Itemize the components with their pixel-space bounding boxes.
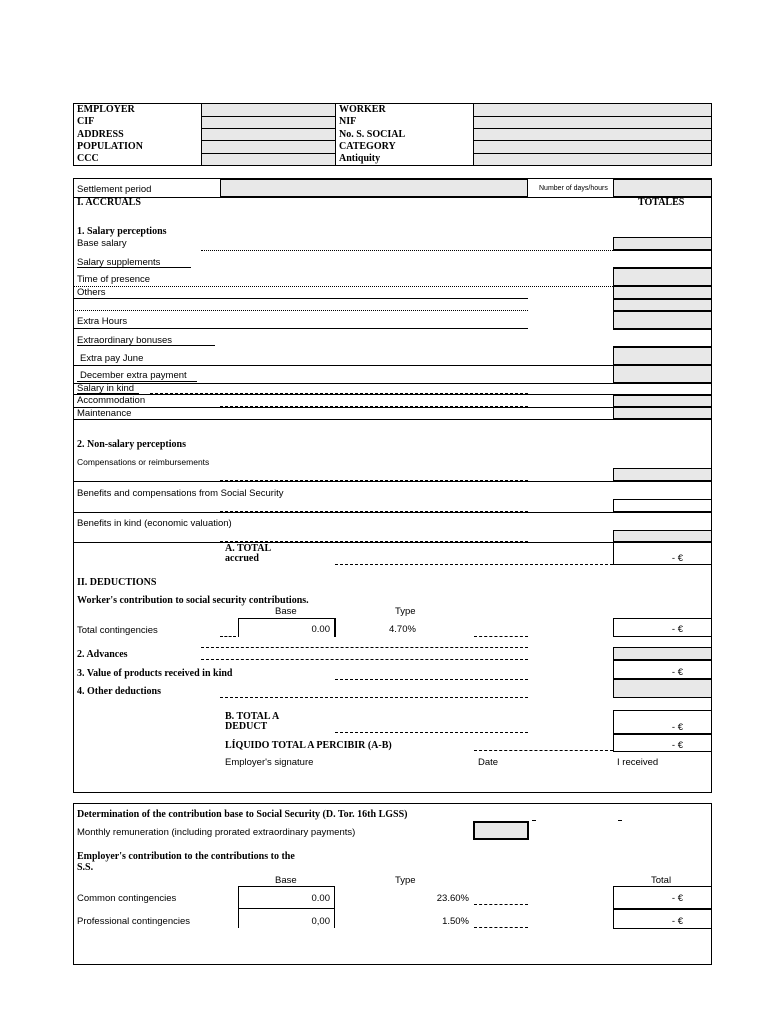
row-line (73, 512, 712, 513)
accommodation-label: Accommodation (77, 395, 146, 406)
time-presence-label: Time of presence (77, 274, 151, 285)
contribution-tick (618, 820, 622, 821)
supplements-underline (77, 267, 191, 268)
totals-header: TOTALES (638, 197, 685, 208)
advances-total[interactable] (613, 647, 712, 660)
cif-label: CIF (77, 116, 95, 127)
extra-hours-total[interactable] (613, 311, 712, 329)
worker-contribution-title: Worker's contribution to social security contributions. (77, 595, 309, 606)
extra-pay-june-total[interactable] (613, 347, 712, 365)
other-deductions-total[interactable] (613, 679, 712, 698)
benefits-kind-total[interactable] (613, 530, 712, 542)
monthly-remuneration-label: Monthly remuneration (including prorated extraordinary payments) (77, 827, 356, 838)
days-hours-label: Number of days/hours (539, 185, 608, 192)
deductions-base-header: Base (275, 606, 297, 617)
compensations-label: Compensations or reimbursements (77, 457, 210, 467)
total-accrued-dashes (335, 564, 613, 565)
cif-field[interactable] (202, 117, 335, 128)
liquido-label: LÍQUIDO TOTAL A PERCIBIR (A-B) (225, 740, 392, 751)
professional-contingencies-label: Professional contingencies (77, 916, 191, 927)
common-contingencies-label: Common contingencies (77, 893, 177, 904)
employer-contribution-title-2: S.S. (77, 862, 94, 873)
tc-total-value: - € (671, 624, 683, 635)
benefits-ss-label: Benefits and compensations from Social Security (77, 488, 284, 499)
non-salary-title: 2. Non-salary perceptions (77, 439, 186, 450)
tc-type-dashes (474, 636, 528, 637)
nif-label: NIF (339, 116, 357, 127)
tc-base-value[interactable]: 0.00 (311, 624, 330, 635)
other-deductions-label: 4. Other deductions (77, 686, 161, 697)
december-extra-total[interactable] (613, 365, 712, 383)
other-deductions-dashes (220, 697, 528, 698)
total-deduct-dashes (335, 732, 528, 733)
products-total-value: - € (671, 667, 683, 678)
total-accrued-value: - € (671, 553, 683, 564)
salary-in-kind-label: Salary in kind (77, 383, 135, 394)
category-field[interactable] (474, 141, 711, 153)
total-deduct-label-2: DEDUCT (225, 721, 268, 732)
maintenance-label: Maintenance (77, 408, 132, 419)
employer-field[interactable] (202, 104, 335, 116)
ccc-field[interactable] (202, 154, 335, 165)
others-total-2[interactable] (613, 299, 712, 311)
total-deduct-value: - € (671, 722, 683, 733)
professional-total-value: - € (671, 916, 683, 927)
others-label: Others (77, 287, 106, 298)
population-label: POPULATION (77, 141, 143, 152)
total-accrued-label-1: A. TOTAL (225, 543, 272, 554)
professional-base-right (334, 909, 335, 928)
address-label: ADDRESS (77, 129, 124, 140)
settlement-period-label: Settlement period (77, 184, 152, 195)
employer-label: EMPLOYER (77, 104, 135, 115)
others-total[interactable] (613, 286, 712, 299)
professional-base-left (238, 909, 239, 928)
population-field[interactable] (202, 141, 335, 153)
row-line (73, 419, 712, 420)
professional-type-value: 1.50% (442, 916, 469, 927)
maintenance-total[interactable] (613, 407, 712, 419)
received-label: I received (617, 757, 659, 768)
others-line-2 (73, 310, 528, 311)
row-line (73, 383, 712, 384)
contribution-tick (532, 820, 536, 821)
antiquity-field[interactable] (474, 154, 711, 165)
salary-supplements-label: Salary supplements (77, 257, 161, 268)
days-hours-field[interactable] (613, 179, 712, 197)
accommodation-total[interactable] (613, 395, 712, 407)
liquido-value: - € (671, 740, 683, 751)
tc-type-value: 4.70% (389, 624, 416, 635)
advances-dashes-top (201, 647, 528, 648)
products-dashes (335, 679, 528, 680)
ccc-label: CCC (77, 153, 99, 164)
row-line (613, 250, 712, 251)
worker-label: WORKER (339, 104, 386, 115)
base-salary-line (201, 250, 613, 251)
professional-type-dashes (474, 927, 528, 928)
total-deduct-label-1: B. TOTAL A (225, 711, 280, 722)
social-number-field[interactable] (474, 129, 711, 140)
date-label: Date (478, 757, 499, 768)
compensations-total[interactable] (613, 468, 712, 481)
extra-hours-label: Extra Hours (77, 316, 128, 327)
december-extra-label: December extra payment (80, 370, 187, 381)
professional-base-value[interactable]: 0,00 (311, 916, 330, 927)
tc-base-top (238, 618, 335, 619)
category-label: CATEGORY (339, 141, 396, 152)
header-divider (335, 103, 336, 166)
products-label: 3. Value of products received in kind (77, 668, 233, 679)
benefits-kind-label: Benefits in kind (economic valuation) (77, 518, 232, 529)
contribution-type-header: Type (395, 875, 416, 886)
common-base-value[interactable]: 0.00 (311, 893, 330, 904)
tc-base-right (334, 618, 336, 637)
address-field[interactable] (202, 129, 335, 140)
monthly-remuneration-field[interactable] (473, 821, 529, 840)
tc-base-left (238, 618, 239, 637)
antiquity-label: Antiquity (339, 153, 381, 164)
employer-contribution-title-1: Employer's contribution to the contributions to the (77, 851, 295, 862)
common-type-dashes (474, 904, 528, 905)
row-line (73, 481, 712, 482)
advances-label: 2. Advances (77, 649, 128, 660)
base-salary-label: Base salary (77, 238, 127, 249)
extra-pay-june-label: Extra pay June (80, 353, 144, 364)
extraordinary-bonuses-label: Extraordinary bonuses (77, 335, 173, 346)
time-presence-line (73, 286, 613, 287)
contribution-total-header: Total (651, 875, 672, 886)
extraordinary-underline (77, 345, 215, 346)
deductions-title: II. DEDUCTIONS (77, 577, 157, 588)
employer-signature-label: Employer's signature (225, 757, 314, 768)
settlement-period-field[interactable] (220, 179, 528, 197)
others-line (73, 298, 528, 299)
social-number-label: No. S. SOCIAL (339, 129, 406, 140)
worker-field[interactable] (474, 104, 711, 116)
extra-hours-line (73, 328, 528, 329)
benefits-ss-total[interactable] (613, 499, 712, 512)
contribution-title: Determination of the contribution base to Social Security (D. Tor. 16th LGSS) (77, 809, 408, 820)
total-contingencies-label: Total contingencies (77, 625, 158, 636)
deductions-type-header: Type (395, 606, 416, 617)
common-type-value: 23.60% (436, 893, 469, 904)
nif-field[interactable] (474, 117, 711, 128)
time-presence-total[interactable] (613, 268, 712, 286)
advances-dashes (201, 659, 528, 660)
december-underline (77, 381, 197, 382)
salary-perceptions-title: 1. Salary perceptions (77, 226, 167, 237)
accruals-title: I. ACCRUALS (77, 197, 141, 208)
total-accrued-label-2: accrued (225, 553, 259, 564)
base-salary-total[interactable] (613, 237, 712, 250)
contribution-base-header: Base (275, 875, 297, 886)
tc-dash-left (220, 636, 236, 637)
common-total-value: - € (671, 893, 683, 904)
liquido-dashes (474, 750, 613, 751)
row-line (613, 329, 712, 330)
settlement-line (73, 197, 712, 198)
